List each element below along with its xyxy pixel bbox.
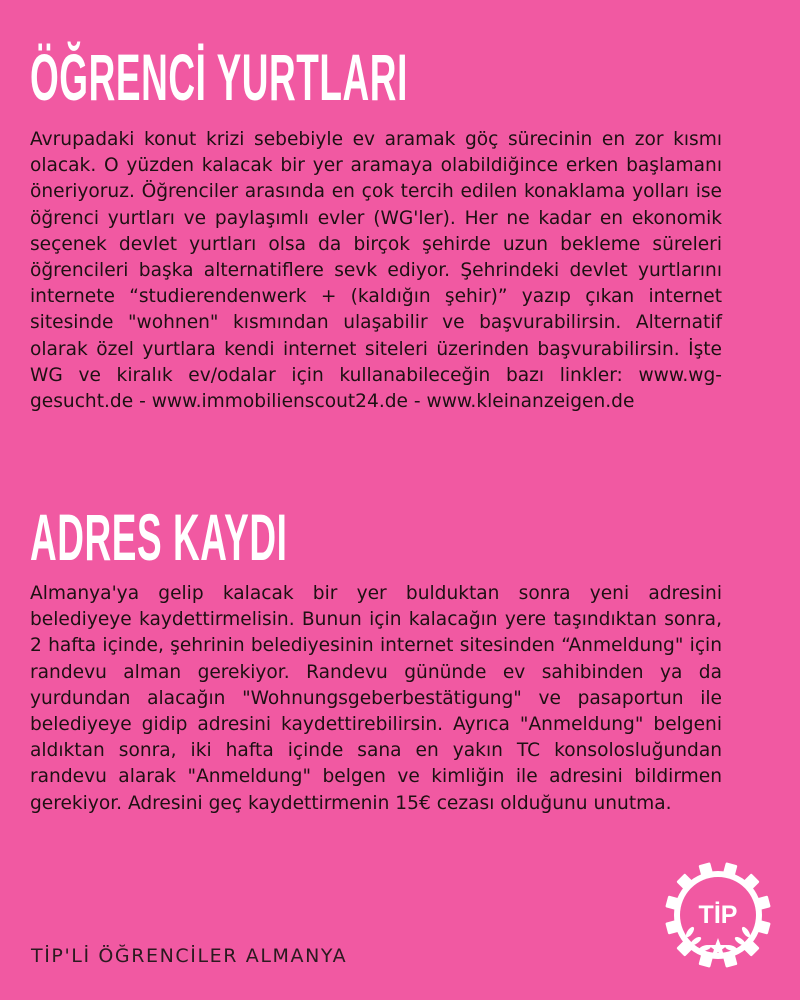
section-heading-adres: ADRES KAYDI — [30, 500, 288, 574]
footer-organization-name: TİP'Lİ ÖĞRENCİLER ALMANYA — [31, 945, 348, 967]
section-body-adres: Almanya'ya gelip kalacak bir yer bulduktan sonra yeni adresini belediyeye kaydettirmelisin. Bunun için kalacağın yere taşındıktan sonra, 2 hafta içinde, şehrinin belediyesinin internet sitesinden “Anmeldung" için randevu alman gerekiyor. Randevu gününde ev sahibinden ya da yurdundan alacağın "Wohnungsgeberbestätigung" ve pasaportun ile belediyeye gidip adresini kaydettirebilirsin. Ayrıca "Anmeldung" belgeni aldıktan sonra, iki hafta içinde sana en yakın TC konsolosluğundan randevu alarak "Anmeldung" belgen ve kimliğin ile adresini bildirmen gerekiyor. Adresini geç kaydettirmenin 15€ cezası olduğunu unutma. — [30, 583, 722, 814]
tip-gear-logo-icon — [663, 860, 773, 970]
logo-text: TİP — [698, 901, 738, 929]
section-heading-yurtlar: ÖĞRENCİ YURTLARI — [30, 40, 408, 114]
section-body-yurtlar: Avrupadaki konut krizi sebebiyle ev aramak göç sürecinin en zor kısmı olacak. O yüzden kalacak bir yer aramaya olabildiğince erken başlamanı öneriyoruz. Öğrenciler arasında en çok tercih edilen konaklama yolları ise öğrenci yurtları ve paylaşımlı evler (WG'ler). Her ne kadar en ekonomik seçenek devlet yurtları olsa da birçok şehirde uzun bekleme süreleri öğrencileri başka alternatiflere sevk ediyor. Şehrindeki devlet yurtlarını internete “studierendenwerk + (kaldığın şehir)” yazıp çıkan internet sitesinde "wohnen" kısmından ulaşabilir ve başvurabilirsin. Alternatif olarak özel yurtlara kendi internet siteleri üzerinden başvurabilirsin. İşte WG ve kiralık ev/odalar için kullanabileceğin bazı linkler: www.wg-gesucht.de - www.immobilienscout24.de - www.kleinanzeigen.de — [30, 129, 722, 413]
